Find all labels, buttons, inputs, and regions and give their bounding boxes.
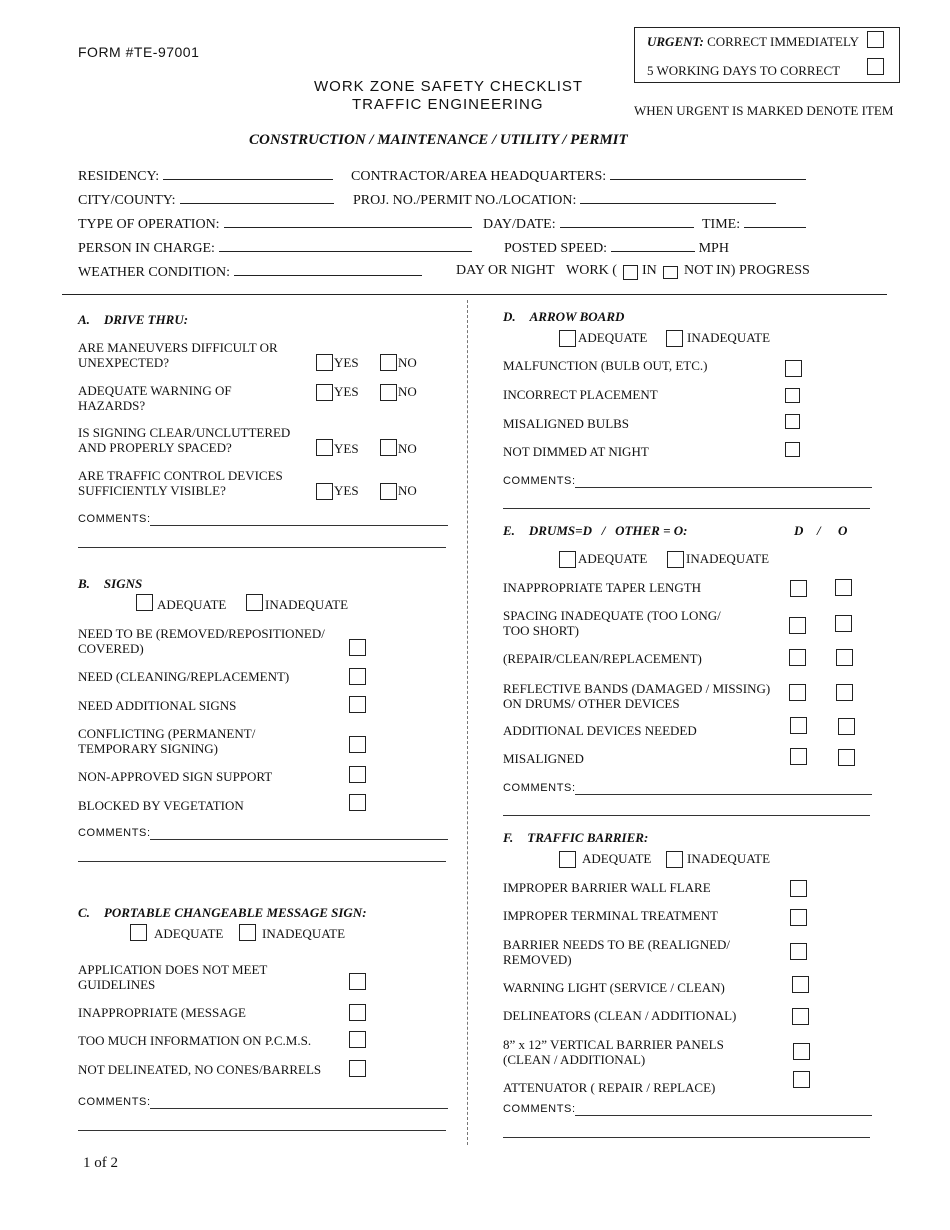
adequate-label: ADEQUATE bbox=[582, 851, 652, 866]
section-a-title: DRIVE THRU: bbox=[103, 312, 189, 327]
a1-yes-checkbox[interactable] bbox=[316, 354, 333, 371]
e2-o-checkbox[interactable] bbox=[835, 615, 852, 632]
item-line: GUIDELINES bbox=[78, 977, 156, 992]
list-item: WARNING LIGHT (SERVICE / CLEAN) bbox=[503, 980, 725, 995]
day-date-field[interactable] bbox=[483, 215, 694, 233]
city-county-field[interactable] bbox=[78, 191, 334, 209]
not-in-progress-checkbox[interactable] bbox=[663, 266, 678, 279]
urgency-box bbox=[634, 27, 900, 83]
form-subtitle: TRAFFIC ENGINEERING bbox=[352, 96, 544, 113]
list-item: TOO MUCH INFORMATION ON P.C.M.S. bbox=[78, 1033, 312, 1048]
section-d-comments-label: COMMENTS: bbox=[503, 475, 576, 487]
city-county-line[interactable] bbox=[180, 191, 334, 204]
list-item: NOT DIMMED AT NIGHT bbox=[503, 444, 649, 459]
list-item: MISALIGNED bbox=[503, 751, 584, 766]
list-item: IMPROPER BARRIER WALL FLARE bbox=[503, 880, 711, 895]
section-c-letter: C. bbox=[78, 905, 90, 920]
time-line[interactable] bbox=[744, 215, 806, 228]
weather-label: WEATHER CONDITION: bbox=[78, 265, 231, 280]
section-c-comments-line[interactable] bbox=[78, 1130, 446, 1131]
list-item bbox=[78, 425, 290, 455]
section-f-inadequate-checkbox[interactable] bbox=[666, 851, 683, 868]
list-item: INAPPROPRIATE TAPER LENGTH bbox=[503, 580, 702, 595]
e2-d-checkbox[interactable] bbox=[789, 617, 806, 634]
section-f-title: TRAFFIC BARRIER: bbox=[527, 830, 649, 845]
residency-field[interactable] bbox=[78, 167, 333, 185]
proj-no-label: PROJ. NO./PERMIT NO./LOCATION: bbox=[353, 193, 577, 208]
list-item: ATTENUATOR ( REPAIR / REPLACE) bbox=[503, 1080, 716, 1095]
list-item: NEED ADDITIONAL SIGNS bbox=[78, 698, 237, 713]
e1-d-checkbox[interactable] bbox=[790, 580, 807, 597]
item-line: NEED TO BE (REMOVED/REPOSITIONED/ bbox=[78, 626, 325, 641]
item-line: (CLEAN / ADDITIONAL) bbox=[503, 1052, 646, 1067]
c1-checkbox[interactable] bbox=[349, 973, 366, 990]
type-operation-line[interactable] bbox=[224, 215, 472, 228]
mph-label: MPH bbox=[698, 241, 729, 256]
item-line: TEMPORARY SIGNING) bbox=[78, 741, 218, 756]
urgent-checkbox[interactable] bbox=[867, 31, 884, 48]
b6-checkbox[interactable] bbox=[349, 794, 366, 811]
list-item bbox=[503, 1037, 724, 1067]
five-days-checkbox[interactable] bbox=[867, 58, 884, 75]
item-line: 8” x 12” VERTICAL BARRIER PANELS bbox=[503, 1037, 724, 1052]
inadequate-label: INADEQUATE bbox=[262, 926, 346, 941]
b1-checkbox[interactable] bbox=[349, 639, 366, 656]
section-c-comments-label: COMMENTS: bbox=[78, 1096, 151, 1108]
section-e-inadequate-checkbox[interactable] bbox=[667, 551, 684, 568]
section-c-adequate-checkbox[interactable] bbox=[130, 924, 147, 941]
list-item bbox=[78, 726, 255, 756]
e6-d-checkbox[interactable] bbox=[790, 748, 807, 765]
col-o-label: O bbox=[838, 523, 848, 538]
adequate-label: ADEQUATE bbox=[157, 597, 227, 612]
section-d-letter: D. bbox=[503, 309, 516, 324]
weather-field[interactable] bbox=[78, 263, 422, 281]
e6-o-checkbox[interactable] bbox=[838, 749, 855, 766]
section-a-comments-label: COMMENTS: bbox=[78, 513, 151, 525]
item-line: ARE MANEUVERS DIFFICULT OR bbox=[78, 340, 278, 355]
not-in-label: NOT IN) PROGRESS bbox=[684, 263, 810, 278]
item-line: ARE TRAFFIC CONTROL DEVICES bbox=[78, 468, 283, 483]
list-item: IMPROPER TERMINAL TREATMENT bbox=[503, 908, 718, 923]
e5-d-checkbox[interactable] bbox=[790, 717, 807, 734]
f4-checkbox[interactable] bbox=[792, 976, 809, 993]
b3-checkbox[interactable] bbox=[349, 696, 366, 713]
list-item: NEED (CLEANING/REPLACEMENT) bbox=[78, 669, 290, 684]
urgent-label-row bbox=[647, 34, 859, 50]
section-f-letter: F. bbox=[503, 830, 514, 845]
page-number: 1 of 2 bbox=[83, 1155, 118, 1171]
b2-checkbox[interactable] bbox=[349, 668, 366, 685]
list-item: DELINEATORS (CLEAN / ADDITIONAL) bbox=[503, 1008, 737, 1023]
item-line: SUFFICIENTLY VISIBLE? bbox=[78, 483, 226, 498]
day-date-label: DAY/DATE: bbox=[483, 217, 556, 232]
person-field[interactable] bbox=[78, 239, 472, 257]
list-item: BLOCKED BY VEGETATION bbox=[78, 798, 244, 813]
list-item bbox=[503, 681, 770, 711]
item-line: ADEQUATE WARNING OF bbox=[78, 383, 232, 398]
in-progress-checkbox[interactable] bbox=[623, 265, 638, 280]
list-item: MISALIGNED BULBS bbox=[503, 416, 630, 431]
list-item: ADDITIONAL DEVICES NEEDED bbox=[503, 723, 697, 738]
contractor-label: CONTRACTOR/AREA HEADQUARTERS: bbox=[351, 169, 607, 184]
urgent-text: CORRECT IMMEDIATELY bbox=[707, 34, 859, 49]
section-b-inadequate-checkbox[interactable] bbox=[246, 594, 263, 611]
f3-checkbox[interactable] bbox=[790, 943, 807, 960]
list-item bbox=[78, 962, 267, 992]
list-item: (REPAIR/CLEAN/REPLACEMENT) bbox=[503, 651, 702, 666]
item-line: REFLECTIVE BANDS (DAMAGED / MISSING) bbox=[503, 681, 771, 696]
adequate-label: ADEQUATE bbox=[154, 926, 224, 941]
adequate-label: ADEQUATE bbox=[578, 551, 648, 566]
residency-line[interactable] bbox=[163, 167, 333, 180]
inadequate-label: INADEQUATE bbox=[687, 851, 771, 866]
time-label: TIME: bbox=[702, 217, 741, 232]
e4-d-checkbox[interactable] bbox=[789, 684, 806, 701]
item-line: IS SIGNING CLEAR/UNCLUTTERED bbox=[78, 425, 291, 440]
list-item: NOT DELINEATED, NO CONES/BARRELS bbox=[78, 1062, 322, 1077]
section-e-adequate-checkbox[interactable] bbox=[559, 551, 576, 568]
c4-checkbox[interactable] bbox=[349, 1060, 366, 1077]
e3-o-checkbox[interactable] bbox=[836, 649, 853, 666]
section-a-heading bbox=[78, 312, 188, 328]
section-b-title: SIGNS bbox=[103, 576, 143, 591]
urgent-note: WHEN URGENT IS MARKED DENOTE ITEM bbox=[634, 103, 894, 118]
a4-no-checkbox[interactable] bbox=[380, 483, 397, 500]
posted-speed-line[interactable] bbox=[611, 239, 695, 252]
list-item: MALFUNCTION (BULB OUT, ETC.) bbox=[503, 358, 708, 373]
c2-checkbox[interactable] bbox=[349, 1004, 366, 1021]
section-b-letter: B. bbox=[78, 576, 90, 591]
yes-label: YES bbox=[334, 441, 359, 456]
contractor-line[interactable] bbox=[610, 167, 806, 180]
d4-checkbox[interactable] bbox=[785, 442, 800, 457]
section-e-heading bbox=[503, 523, 687, 539]
day-date-line[interactable] bbox=[560, 215, 694, 228]
item-line: ON DRUMS/ OTHER DEVICES bbox=[503, 696, 680, 711]
header-divider bbox=[62, 294, 887, 295]
c3-checkbox[interactable] bbox=[349, 1031, 366, 1048]
section-e-letter: E. bbox=[503, 523, 515, 538]
proj-no-line[interactable] bbox=[580, 191, 776, 204]
no-label: NO bbox=[398, 483, 417, 498]
type-operation-field[interactable] bbox=[78, 215, 472, 233]
person-label: PERSON IN CHARGE: bbox=[78, 241, 215, 256]
e1-o-checkbox[interactable] bbox=[835, 579, 852, 596]
a2-no-checkbox[interactable] bbox=[380, 384, 397, 401]
in-label: IN bbox=[642, 263, 657, 278]
inadequate-label: INADEQUATE bbox=[687, 330, 771, 345]
section-b-comments-line[interactable] bbox=[78, 861, 446, 862]
person-line[interactable] bbox=[219, 239, 472, 252]
section-d-comments-line[interactable] bbox=[575, 487, 872, 488]
contractor-field[interactable] bbox=[351, 167, 806, 185]
col-d-label: D bbox=[794, 523, 804, 538]
item-line: CONFLICTING (PERMANENT/ bbox=[78, 726, 256, 741]
form-title: WORK ZONE SAFETY CHECKLIST bbox=[314, 78, 584, 95]
section-a-comments-line[interactable] bbox=[150, 525, 448, 526]
section-d-inadequate-checkbox[interactable] bbox=[666, 330, 683, 347]
d1-checkbox[interactable] bbox=[785, 360, 802, 377]
b5-checkbox[interactable] bbox=[349, 766, 366, 783]
a1-no-checkbox[interactable] bbox=[380, 354, 397, 371]
five-days-label: 5 WORKING DAYS TO CORRECT bbox=[647, 63, 841, 78]
item-line: SPACING INADEQUATE (TOO LONG/ bbox=[503, 608, 721, 623]
f1-checkbox[interactable] bbox=[790, 880, 807, 897]
weather-line[interactable] bbox=[234, 263, 422, 276]
f6-checkbox[interactable] bbox=[793, 1043, 810, 1060]
section-e-title: DRUMS=D / OTHER = O: bbox=[528, 523, 688, 538]
section-a-letter: A. bbox=[78, 312, 90, 327]
posted-speed-label: POSTED SPEED: bbox=[504, 241, 608, 256]
list-item bbox=[503, 608, 721, 638]
column-divider bbox=[467, 300, 468, 1145]
list-item: INAPPROPRIATE (MESSAGE bbox=[78, 1005, 246, 1020]
adequate-label: ADEQUATE bbox=[578, 330, 648, 345]
item-line: TOO SHORT) bbox=[503, 623, 579, 638]
item-line: UNEXPECTED? bbox=[78, 355, 169, 370]
b4-checkbox[interactable] bbox=[349, 736, 366, 753]
section-d-title: ARROW BOARD bbox=[529, 309, 625, 324]
section-f-comments-label: COMMENTS: bbox=[503, 1103, 576, 1115]
section-f-comments-line[interactable] bbox=[503, 1137, 870, 1138]
section-b-adequate-checkbox[interactable] bbox=[136, 594, 153, 611]
section-c-comments-line[interactable] bbox=[150, 1108, 448, 1109]
no-label: NO bbox=[398, 355, 417, 370]
section-f-heading bbox=[503, 830, 648, 846]
section-f-comments-line[interactable] bbox=[575, 1115, 872, 1116]
type-operation-label: TYPE OF OPERATION: bbox=[78, 217, 220, 232]
list-item bbox=[78, 340, 278, 370]
section-e-comments-line[interactable] bbox=[503, 815, 870, 816]
list-item bbox=[78, 468, 283, 498]
time-field[interactable] bbox=[702, 215, 806, 233]
item-line: BARRIER NEEDS TO BE (REALIGNED/ bbox=[503, 937, 731, 952]
item-line: COVERED) bbox=[78, 641, 144, 656]
form-number: FORM #TE-97001 bbox=[78, 44, 200, 60]
form-scope: CONSTRUCTION / MAINTENANCE / UTILITY / PERMIT bbox=[249, 132, 628, 148]
list-item bbox=[78, 626, 325, 656]
list-item bbox=[78, 383, 232, 413]
section-b-comments-line[interactable] bbox=[150, 839, 448, 840]
yes-label: YES bbox=[334, 355, 359, 370]
a2-yes-checkbox[interactable] bbox=[316, 384, 333, 401]
item-line: REMOVED) bbox=[503, 952, 572, 967]
col-slash: / bbox=[817, 523, 821, 538]
urgent-label: URGENT: bbox=[647, 34, 704, 49]
section-d-comments-line[interactable] bbox=[503, 508, 870, 509]
d2-checkbox[interactable] bbox=[785, 388, 800, 403]
no-label: NO bbox=[398, 384, 417, 399]
item-line: AND PROPERLY SPACED? bbox=[78, 440, 232, 455]
e5-o-checkbox[interactable] bbox=[838, 718, 855, 735]
f5-checkbox[interactable] bbox=[792, 1008, 809, 1025]
work-label: WORK ( bbox=[566, 263, 617, 278]
day-night-label: DAY OR NIGHT bbox=[456, 263, 555, 278]
a4-yes-checkbox[interactable] bbox=[316, 483, 333, 500]
section-d-adequate-checkbox[interactable] bbox=[559, 330, 576, 347]
posted-speed-field[interactable] bbox=[504, 239, 729, 257]
section-d-heading bbox=[503, 309, 624, 325]
section-a-comments-line[interactable] bbox=[78, 547, 446, 548]
section-f-adequate-checkbox[interactable] bbox=[559, 851, 576, 868]
inadequate-label: INADEQUATE bbox=[265, 597, 349, 612]
section-b-heading bbox=[78, 576, 142, 592]
city-county-label: CITY/COUNTY: bbox=[78, 193, 176, 208]
section-c-inadequate-checkbox[interactable] bbox=[239, 924, 256, 941]
d3-checkbox[interactable] bbox=[785, 414, 800, 429]
list-item: INCORRECT PLACEMENT bbox=[503, 387, 658, 402]
yes-label: YES bbox=[334, 384, 359, 399]
section-b-comments-label: COMMENTS: bbox=[78, 827, 151, 839]
e3-d-checkbox[interactable] bbox=[789, 649, 806, 666]
inadequate-label: INADEQUATE bbox=[686, 551, 770, 566]
f7-checkbox[interactable] bbox=[793, 1071, 810, 1088]
item-line: HAZARDS? bbox=[78, 398, 146, 413]
residency-label: RESIDENCY: bbox=[78, 169, 160, 184]
yes-label: YES bbox=[334, 483, 359, 498]
section-e-comments-label: COMMENTS: bbox=[503, 782, 576, 794]
section-c-heading bbox=[78, 905, 367, 921]
section-c-title: PORTABLE CHANGEABLE MESSAGE SIGN: bbox=[103, 905, 367, 920]
a3-yes-checkbox[interactable] bbox=[316, 439, 333, 456]
section-e-comments-line[interactable] bbox=[575, 794, 872, 795]
e4-o-checkbox[interactable] bbox=[836, 684, 853, 701]
list-item: NON-APPROVED SIGN SUPPORT bbox=[78, 769, 273, 784]
list-item bbox=[503, 937, 730, 967]
proj-no-field[interactable] bbox=[353, 191, 776, 209]
a3-no-checkbox[interactable] bbox=[380, 439, 397, 456]
f2-checkbox[interactable] bbox=[790, 909, 807, 926]
no-label: NO bbox=[398, 441, 417, 456]
item-line: APPLICATION DOES NOT MEET bbox=[78, 962, 268, 977]
